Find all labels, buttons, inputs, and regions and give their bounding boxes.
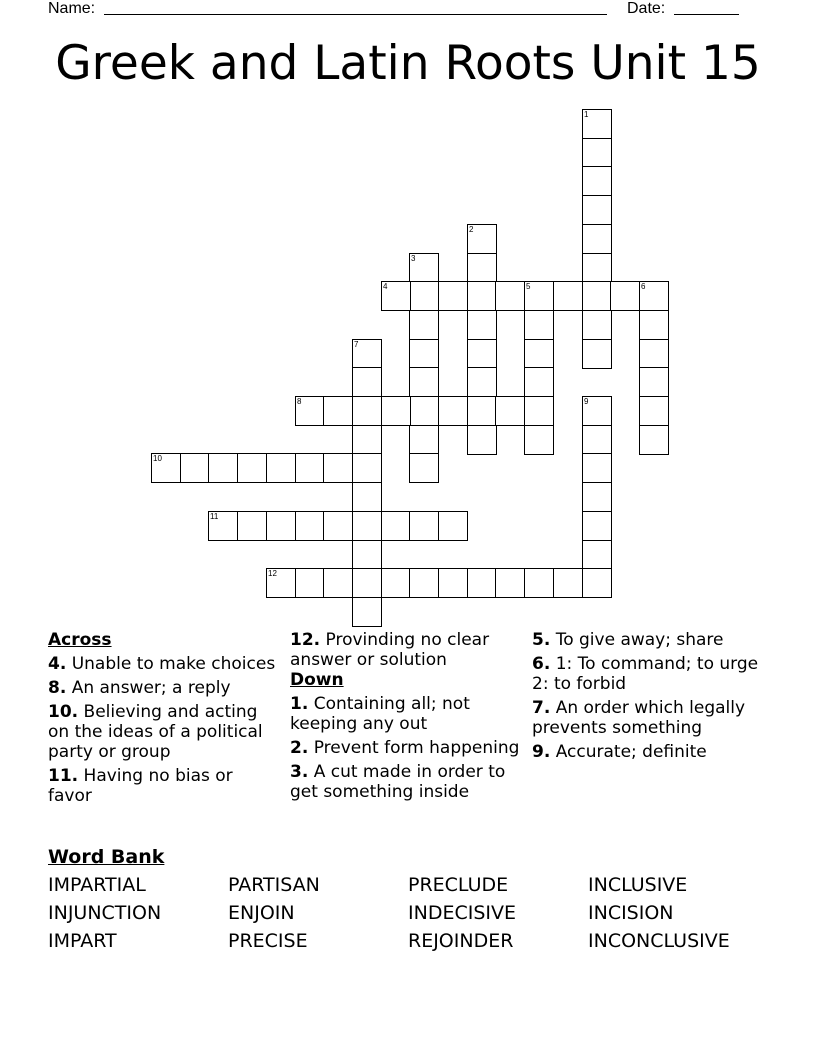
word-bank-item: PRECISE [228,930,308,952]
crossword-cell[interactable] [295,396,325,426]
crossword-cell[interactable] [582,138,612,168]
across-heading: Across [48,630,112,650]
crossword-cell[interactable] [553,568,583,598]
crossword-cell[interactable] [524,568,554,598]
clues-column-2 [290,630,522,806]
crossword-cell[interactable] [323,396,353,426]
clue-text: Unable to make choices [71,654,276,674]
crossword-cell[interactable] [438,511,468,541]
clue-number: 1. [290,694,309,714]
crossword-cell[interactable] [467,281,497,311]
crossword-cell[interactable] [582,166,612,196]
crossword-cell[interactable] [524,425,554,455]
crossword-cell[interactable] [495,396,525,426]
crossword-cell[interactable] [381,568,411,598]
cell-number: 7 [354,340,359,349]
crossword-cell[interactable] [237,511,267,541]
crossword-cell[interactable] [467,568,497,598]
word-bank-item: INCONCLUSIVE [588,930,730,952]
crossword-cell[interactable] [582,109,612,139]
crossword-cell[interactable] [409,281,439,311]
crossword-cell[interactable] [438,281,468,311]
clue-text: Prevent form happening [313,738,520,758]
word-bank-item: INCLUSIVE [588,874,688,896]
crossword-cell[interactable] [438,568,468,598]
clue-number: 4. [48,654,67,674]
date-label: Date: [627,0,666,17]
cell-number: 6 [641,282,646,291]
crossword-cell[interactable] [467,339,497,369]
crossword-cell[interactable] [352,568,382,598]
clue-number: 11. [48,766,79,786]
cell-number: 11 [210,512,219,521]
crossword-cell[interactable] [266,511,296,541]
name-label: Name: [48,0,96,17]
crossword-cell[interactable] [352,540,382,570]
clues-column-3 [532,630,764,766]
crossword-cell[interactable] [295,453,325,483]
cell-number: 12 [268,569,277,578]
clue-text: Accurate; definite [555,742,707,762]
crossword-cell[interactable] [266,568,296,598]
crossword-cell[interactable] [639,281,669,311]
crossword-cell[interactable] [409,253,439,283]
down-clue-2 [290,738,522,758]
crossword-cell[interactable] [582,281,612,311]
crossword-cell[interactable] [582,224,612,254]
crossword-cell[interactable] [582,425,612,455]
cell-number: 8 [297,397,302,406]
clue-text: Provinding no clear answer or solution [290,630,490,670]
clue-text: An order which legally prevents something [532,698,746,738]
cell-number: 5 [526,282,531,291]
crossword-cell[interactable] [409,453,439,483]
word-bank [48,874,768,952]
crossword-cell[interactable] [352,339,382,369]
crossword-cell[interactable] [352,511,382,541]
down-heading: Down [290,670,344,690]
crossword-cell[interactable] [409,367,439,397]
crossword-cell[interactable] [409,511,439,541]
crossword-cell[interactable] [524,367,554,397]
clue-number: 5. [532,630,551,650]
crossword-cell[interactable] [266,453,296,483]
word-bank-item: ENJOIN [228,902,295,924]
cell-number: 10 [153,454,162,463]
crossword-cell[interactable] [352,482,382,512]
crossword-cell[interactable] [495,568,525,598]
crossword-cell[interactable] [381,511,411,541]
crossword-cell[interactable] [352,396,382,426]
crossword-cell[interactable] [381,281,411,311]
crossword-cell[interactable] [352,425,382,455]
crossword-cell[interactable] [208,453,238,483]
word-bank-item: INDECISIVE [408,902,516,924]
crossword-cell[interactable] [409,425,439,455]
crossword-cell[interactable] [524,339,554,369]
crossword-cell[interactable] [381,396,411,426]
clue-text: 1: To command; to urge 2: to forbid [532,654,759,694]
crossword-cell[interactable] [151,453,181,483]
word-bank-item: IMPARTIAL [48,874,146,896]
page-title: Greek and Latin Roots Unit 15 [55,36,761,91]
clue-text: To give away; share [555,630,724,650]
crossword-cell[interactable] [582,453,612,483]
clue-text: Containing all; not keeping any out [290,694,470,734]
crossword-cell[interactable] [409,339,439,369]
crossword-cell[interactable] [582,540,612,570]
across-clue-11 [48,766,280,806]
crossword-cell[interactable] [467,396,497,426]
crossword-cell[interactable] [582,195,612,225]
crossword-cell[interactable] [582,253,612,283]
cell-number: 2 [469,225,474,234]
crossword-cell[interactable] [180,453,210,483]
crossword-cell[interactable] [352,367,382,397]
word-bank-item: PRECLUDE [408,874,509,896]
across-clue-8 [48,678,280,698]
clue-number: 8. [48,678,67,698]
across-clue-4 [48,654,280,674]
crossword-cell[interactable] [352,597,382,627]
down-clue-3 [290,762,522,802]
clue-number: 2. [290,738,309,758]
clue-text: Having no bias or favor [48,766,233,806]
crossword-cell[interactable] [409,568,439,598]
crossword-cell[interactable] [639,396,669,426]
crossword-cell[interactable] [467,253,497,283]
crossword-cell[interactable] [639,367,669,397]
down-clue-9 [532,742,764,762]
clue-number: 3. [290,762,309,782]
crossword-cell[interactable] [467,367,497,397]
word-bank-item: IMPART [48,930,117,952]
across-clue-10 [48,702,280,762]
clue-number: 10. [48,702,79,722]
crossword-cell[interactable] [639,310,669,340]
crossword-cell[interactable] [467,425,497,455]
crossword-cell[interactable] [409,310,439,340]
crossword-cell[interactable] [524,281,554,311]
clue-number: 6. [532,654,551,674]
clue-number: 9. [532,742,551,762]
clue-number: 7. [532,698,551,718]
cell-number: 3 [411,254,416,263]
crossword-cell[interactable] [582,310,612,340]
crossword-cell[interactable] [582,339,612,369]
word-bank-item: PARTISAN [228,874,320,896]
clues-column-1 [48,630,280,810]
crossword-cell[interactable] [495,281,525,311]
crossword-cell[interactable] [409,396,439,426]
crossword-cell[interactable] [295,568,325,598]
cell-number: 1 [584,110,589,119]
crossword-cell[interactable] [610,281,640,311]
clue-text: A cut made in order to get something inside [290,762,506,802]
crossword-cell[interactable] [237,453,267,483]
clue-text: Believing and acting on the ideas of a political party or group [48,702,263,762]
crossword-cell[interactable] [582,511,612,541]
crossword-cell[interactable] [323,453,353,483]
down-clue-7 [532,698,764,738]
crossword-cell[interactable] [467,310,497,340]
crossword-cell[interactable] [582,396,612,426]
word-bank-title: Word Bank [48,846,165,868]
crossword-cell[interactable] [323,511,353,541]
crossword-cell[interactable] [323,568,353,598]
crossword-cell[interactable] [639,339,669,369]
crossword-cell[interactable] [438,396,468,426]
crossword-cell[interactable] [524,396,554,426]
crossword-cell[interactable] [553,281,583,311]
clue-text: An answer; a reply [71,678,231,698]
crossword-cell[interactable] [352,453,382,483]
cell-number: 9 [584,397,589,406]
crossword-cell[interactable] [295,511,325,541]
word-bank-item: INCISION [588,902,674,924]
down-clue-6 [532,654,764,694]
crossword-cell[interactable] [582,568,612,598]
across-clue-12 [290,630,522,670]
down-clue-1 [290,694,522,734]
clue-number: 12. [290,630,321,650]
cell-number: 4 [383,282,388,291]
down-clue-5 [532,630,764,650]
crossword-cell[interactable] [208,511,238,541]
crossword-cell[interactable] [467,224,497,254]
word-bank-item: INJUNCTION [48,902,162,924]
crossword-cell[interactable] [524,310,554,340]
crossword-cell[interactable] [639,425,669,455]
crossword-cell[interactable] [582,482,612,512]
word-bank-item: REJOINDER [408,930,514,952]
